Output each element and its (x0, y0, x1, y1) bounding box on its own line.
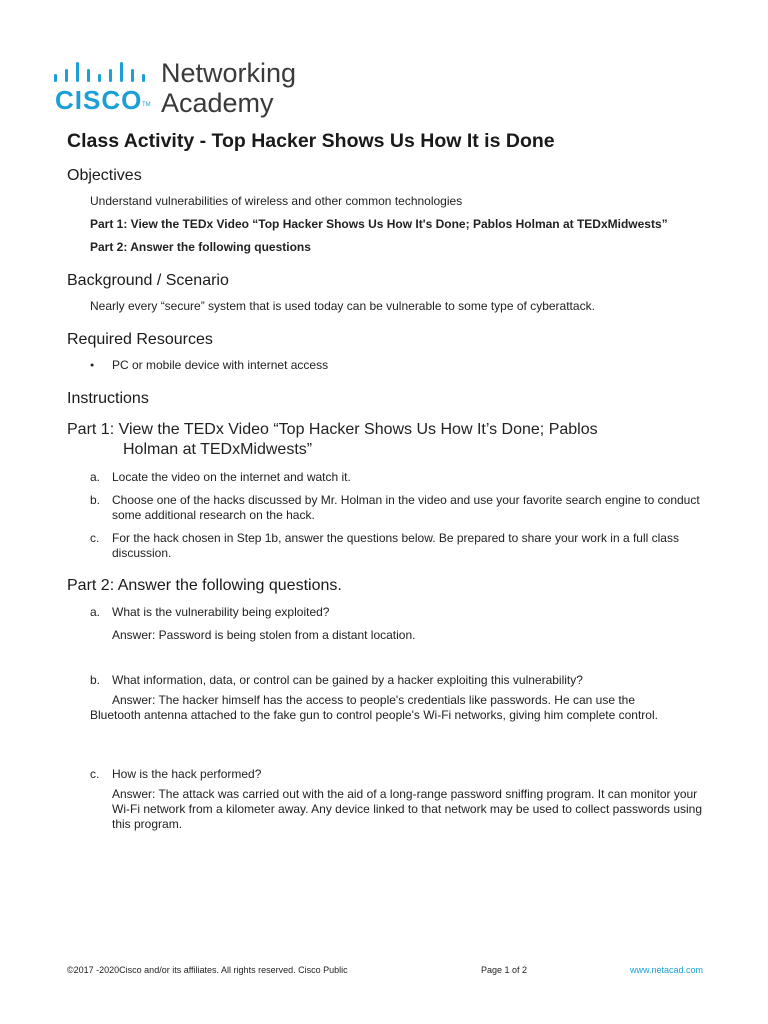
background-section (67, 272, 717, 315)
question-c (67, 767, 717, 832)
step-text: Locate the video on the internet and watch it. (112, 470, 351, 484)
question-a (67, 605, 717, 643)
objectives-heading: Objectives (67, 167, 142, 184)
answer-rest: Bluetooth antenna attached to the fake gun to control people's Wi-Fi networks, giving him complete control. (90, 708, 658, 722)
question-letter: c. (90, 767, 100, 781)
list-item (67, 767, 717, 782)
list-item (67, 357, 717, 374)
step-letter: b. (90, 493, 101, 507)
instructions-heading: Instructions (67, 390, 149, 407)
list-item (67, 531, 717, 561)
step-letter: c. (90, 531, 100, 545)
cisco-bars-icon (52, 62, 152, 86)
step-text: For the hack chosen in Step 1b, answer the questions below. Be prepared to share your work in a full class discussion. (112, 531, 679, 560)
footer-page-number: Page 1 of 2 (481, 965, 528, 975)
list-item (67, 493, 717, 523)
logo-academy-text: Academy (161, 88, 274, 118)
list-item (67, 605, 717, 620)
resource-item-text: PC or mobile device with internet access (112, 358, 329, 372)
part1-heading-line1: Part 1: View the TEDx Video “Top Hacker Shows Us How It’s Done; Pablos (67, 421, 598, 438)
bullet-icon: ● (90, 362, 95, 369)
trademark-mark: TM (142, 102, 151, 108)
document-body (67, 130, 717, 832)
question-text: How is the hack performed? (112, 767, 262, 781)
question-text: What information, data, or control can be gained by a hacker exploiting this vulnerability? (112, 673, 583, 687)
step-letter: a. (90, 470, 101, 484)
question-text: What is the vulnerability being exploited? (112, 605, 330, 619)
answer-text: Answer: Password is being stolen from a distant location. (112, 628, 416, 642)
answer-text: Answer: The attack was carried out with the aid of a long-range password sniffing program. It can monitor your Wi-Fi network from a kilometer away. Any device linked to that network may be used to collect passwords using this program. (112, 787, 703, 831)
footer-url-link[interactable]: www.netacad.com (629, 965, 703, 975)
cisco-wordmark: CISCO (55, 85, 143, 115)
part1-heading-line2: Holman at TEDxMidwests” (123, 441, 313, 458)
question-letter: b. (90, 673, 101, 687)
resources-heading: Required Resources (67, 331, 213, 348)
list-item (67, 470, 717, 485)
page-title: Class Activity - Top Hacker Shows Us How It is Done (67, 130, 555, 152)
question-letter: a. (90, 605, 101, 619)
step-text: Choose one of the hacks discussed by Mr. Holman in the video and use your favorite search engine to conduct some additional research on the hack. (112, 493, 700, 522)
part2-heading: Part 2: Answer the following questions. (67, 577, 342, 594)
logo-networking-text: Networking (161, 58, 297, 88)
answer-line1: Answer: The hacker himself has the access to people's credentials like passwords. He can use the (112, 693, 636, 707)
objective-item: Understand vulnerabilities of wireless and other common technologies (90, 194, 463, 208)
objectives-section (67, 167, 717, 256)
footer-copyright: ©2017 -2020Cisco and/or its affiliates. All rights reserved. Cisco Public (67, 965, 348, 975)
objective-item: Part 1: View the TEDx Video “Top Hacker Shows Us How It's Done; Pablos Holman at TEDxMidwests” (90, 217, 668, 231)
objective-item: Part 2: Answer the following questions (90, 240, 311, 254)
resources-section (67, 331, 717, 374)
background-text: Nearly every “secure” system that is used today can be vulnerable to some type of cyberattack. (90, 299, 595, 313)
answer-text (67, 693, 717, 723)
list-item (67, 673, 717, 688)
part1-steps (67, 470, 717, 561)
part1-heading (67, 420, 717, 460)
question-b (67, 673, 717, 723)
cisco-netacad-logo (52, 58, 312, 118)
background-heading: Background / Scenario (67, 272, 229, 289)
